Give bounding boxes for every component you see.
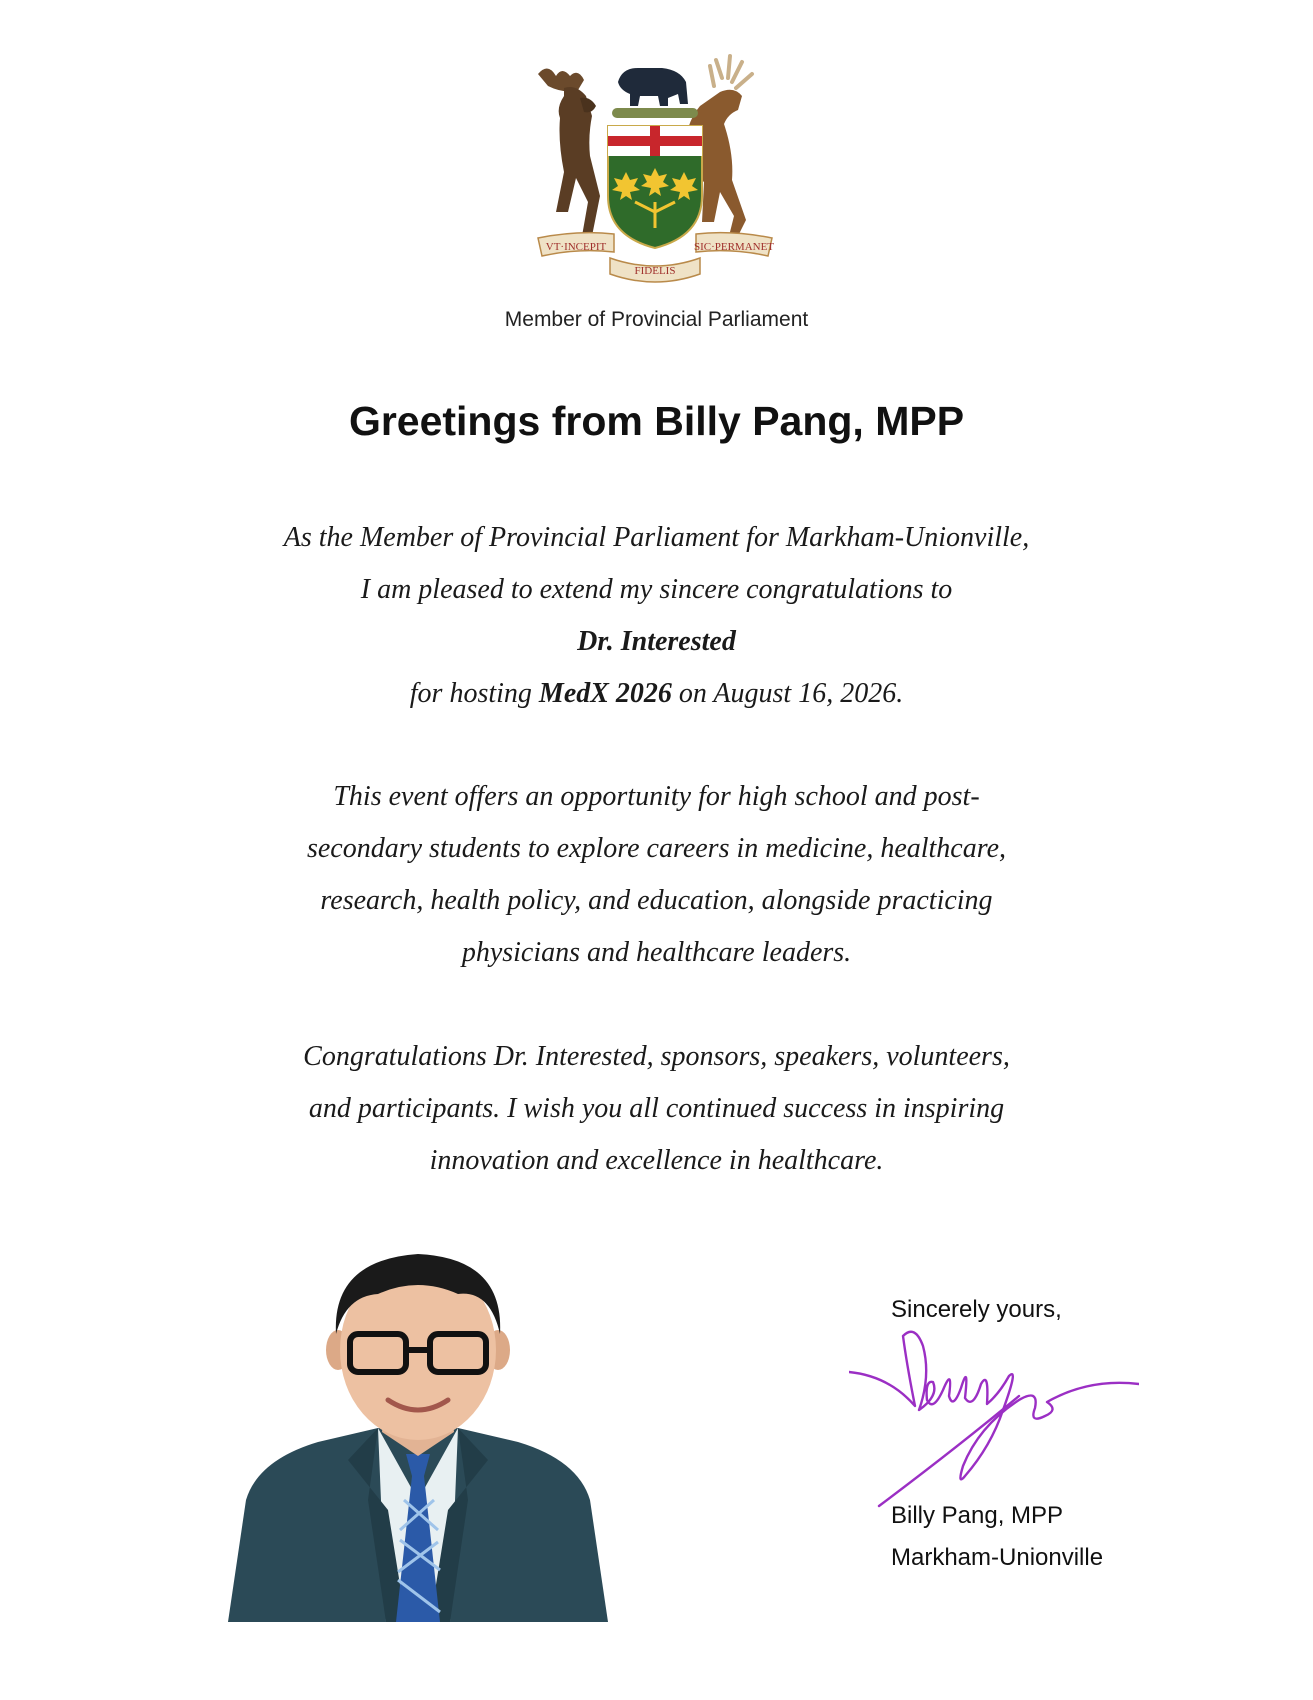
congrats-paragraph (180, 1031, 1133, 1187)
moose-figure (538, 68, 600, 236)
intro-line-4-prefix: for hosting (409, 678, 532, 709)
body-line-3: research, health policy, and education, alongside practicing (320, 885, 993, 916)
recipient-name: Dr. Interested (577, 626, 736, 657)
wreath (612, 108, 698, 118)
congrats-line-2: and participants. I wish you all continued success in inspiring (308, 1093, 1005, 1124)
bear-figure (618, 68, 688, 106)
body-line-2: secondary students to explore careers in medicine, healthcare, (306, 833, 1007, 864)
crest-caption: Member of Provincial Parliament (504, 308, 809, 331)
congrats-line-1: Congratulations Dr. Interested, sponsors, speakers, volunteers, (303, 1041, 1010, 1072)
handwritten-signature (849, 1326, 1139, 1511)
event-name: MedX 2026 (538, 678, 672, 709)
congrats-line-3: innovation and excellence in healthcare. (429, 1145, 884, 1176)
portrait-photo (228, 1250, 608, 1622)
svg-text:VT·INCEPIT: VT·INCEPIT (545, 241, 607, 253)
svg-text:FIDELIS: FIDELIS (634, 265, 676, 277)
page-title: Greetings from Billy Pang, MPP (348, 398, 965, 444)
intro-line-4 (180, 668, 1133, 720)
svg-text:SIC·PERMANET: SIC·PERMANET (693, 241, 775, 253)
intro-line-4-suffix: on August 16, 2026. (678, 678, 904, 709)
ontario-coat-of-arms-logo (520, 52, 790, 292)
intro-paragraph (180, 512, 1133, 720)
intro-line-1: As the Member of Provincial Parliament for Markham-Unionville, (283, 522, 1030, 553)
body-line-1: This event offers an opportunity for high school and post- (333, 781, 980, 812)
intro-line-2: I am pleased to extend my sincere congratulations to (360, 574, 953, 605)
signer-name: Billy Pang, MPP (891, 1502, 1064, 1529)
body-paragraph (180, 771, 1133, 979)
closing-text: Sincerely yours, (891, 1296, 1062, 1323)
shield (608, 126, 702, 248)
signer-riding: Markham-Unionville (891, 1544, 1104, 1571)
body-line-4: physicians and healthcare leaders. (461, 937, 852, 968)
